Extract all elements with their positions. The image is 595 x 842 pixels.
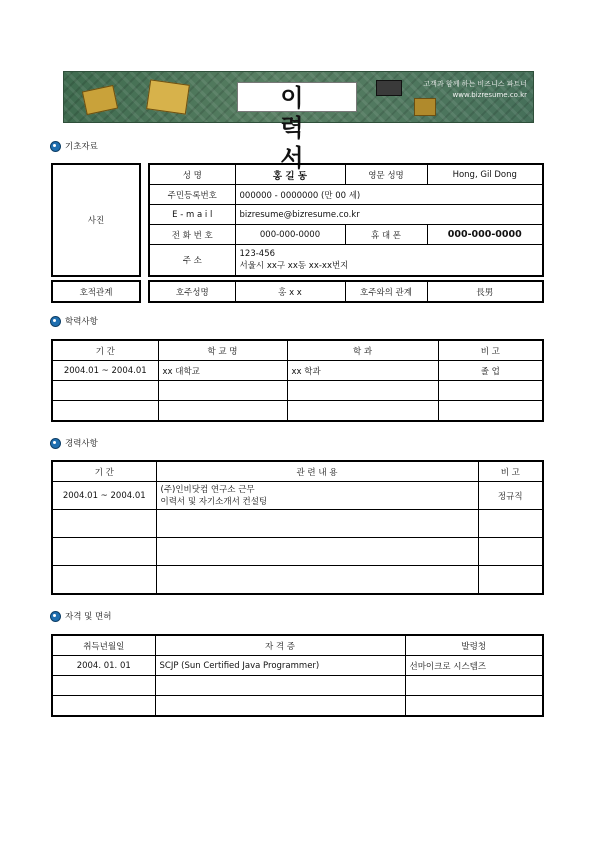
table-row — [52, 566, 543, 595]
cell — [438, 401, 543, 422]
career-header-content: 관 련 내 용 — [156, 461, 478, 482]
education-header-period: 기 간 — [52, 340, 158, 361]
banner-tagline-1: 고객과 함께 하는 비즈니스 파트너 — [423, 80, 527, 88]
cell: 정규직 — [478, 482, 543, 510]
address-zip: 123-456 — [239, 249, 276, 259]
photo-box — [51, 163, 141, 277]
license-table — [51, 634, 544, 717]
family-label: 호적관계 — [52, 281, 140, 302]
eng-name-label: 영문 성명 — [345, 164, 427, 185]
cell — [52, 510, 156, 538]
mobile-value: 000-000-0000 — [427, 225, 543, 245]
cell — [438, 381, 543, 401]
cell — [287, 381, 438, 401]
table-row — [52, 381, 543, 401]
cell — [52, 381, 158, 401]
head-relation-value: 長男 — [427, 281, 543, 302]
cell — [156, 566, 478, 595]
education-header-major: 학 과 — [287, 340, 438, 361]
cell: SCJP (Sun Certified Java Programmer) — [155, 656, 405, 676]
head-name-value: 홍 x x — [235, 281, 345, 302]
photo-label: 사진 — [52, 164, 140, 276]
cell — [478, 566, 543, 595]
cell — [158, 401, 287, 422]
cell: 졸 업 — [438, 361, 543, 381]
cell — [52, 676, 155, 696]
education-table — [51, 339, 544, 422]
table-header-row — [52, 340, 543, 361]
cell — [156, 510, 478, 538]
family-table — [148, 280, 544, 303]
mobile-label: 휴 대 폰 — [345, 225, 427, 245]
license-header-name: 자 격 증 — [155, 635, 405, 656]
table-row — [52, 676, 543, 696]
table-row — [52, 696, 543, 717]
career-table — [51, 460, 544, 595]
table-row — [52, 656, 543, 676]
bullet-icon — [50, 611, 61, 622]
career-line-1: (주)인비닷컴 연구소 근무 — [160, 484, 255, 495]
cell: 2004. 01. 01 — [52, 656, 155, 676]
chip-icon — [82, 85, 118, 115]
cell — [52, 696, 155, 717]
basic-info-table — [148, 163, 544, 277]
cell: 2004.01 ~ 2004.01 — [52, 361, 158, 381]
section-career-label: 경력사항 — [65, 439, 98, 449]
cell — [405, 696, 543, 717]
rrn-value: 000000 - 0000000 (만 00 세) — [235, 185, 543, 205]
cell — [52, 538, 156, 566]
cell: 2004.01 ~ 2004.01 — [52, 482, 156, 510]
cell — [155, 696, 405, 717]
table-header-row — [52, 635, 543, 656]
table-row — [52, 510, 543, 538]
license-header-date: 취득년월일 — [52, 635, 155, 656]
license-header-issuer: 발령청 — [405, 635, 543, 656]
career-line-2: 이력서 및 자기소개서 컨설팅 — [160, 496, 268, 507]
table-header-row — [52, 461, 543, 482]
bullet-icon — [50, 316, 61, 327]
bullet-icon — [50, 438, 61, 449]
cell — [156, 482, 478, 510]
page-title: 이 력 서 — [237, 82, 357, 112]
head-name-label: 호주성명 — [149, 281, 235, 302]
banner-tagline-2: www.bizresume.co.kr — [452, 91, 527, 99]
cell — [155, 676, 405, 696]
section-career-heading — [50, 437, 98, 449]
cell: 선마이크로 시스템즈 — [405, 656, 543, 676]
chip-icon — [376, 80, 402, 96]
cell — [478, 510, 543, 538]
section-license-label: 자격 및 면허 — [65, 612, 112, 622]
section-license-heading — [50, 610, 111, 622]
chip-icon — [146, 79, 190, 114]
table-row — [52, 361, 543, 381]
cell — [52, 401, 158, 422]
cell: xx 대학교 — [158, 361, 287, 381]
table-row — [52, 401, 543, 422]
table-row — [52, 538, 543, 566]
eng-name-value: Hong, Gil Dong — [427, 164, 543, 185]
section-education-label: 학력사항 — [65, 317, 98, 327]
name-label: 성 명 — [149, 164, 235, 185]
name-value: 홍 길 동 — [235, 164, 345, 185]
education-header-note: 비 고 — [438, 340, 543, 361]
section-basic-label: 기초자료 — [65, 142, 98, 152]
address-cell — [235, 245, 543, 277]
phone-value: 000-000-0000 — [235, 225, 345, 245]
banner-tagline — [423, 79, 527, 101]
phone-label: 전 화 번 호 — [149, 225, 235, 245]
cell — [287, 401, 438, 422]
bullet-icon — [50, 141, 61, 152]
family-label-box — [51, 280, 141, 303]
cell — [405, 676, 543, 696]
address-value: 서울시 xx구 xx동 xx-xx번지 — [239, 261, 349, 271]
email-value: bizresume@bizresume.co.kr — [235, 205, 543, 225]
career-header-period: 기 간 — [52, 461, 156, 482]
career-header-note: 비 고 — [478, 461, 543, 482]
education-header-school: 학 교 명 — [158, 340, 287, 361]
table-row — [52, 482, 543, 510]
cell — [478, 538, 543, 566]
head-relation-label: 호주와의 관계 — [345, 281, 427, 302]
email-label: E - m a i l — [149, 205, 235, 225]
address-label: 주 소 — [149, 245, 235, 277]
cell — [156, 538, 478, 566]
cell: xx 학과 — [287, 361, 438, 381]
rrn-label: 주민등록번호 — [149, 185, 235, 205]
cell — [52, 566, 156, 595]
section-education-heading — [50, 315, 98, 327]
cell — [158, 381, 287, 401]
section-basic-heading — [50, 140, 98, 152]
